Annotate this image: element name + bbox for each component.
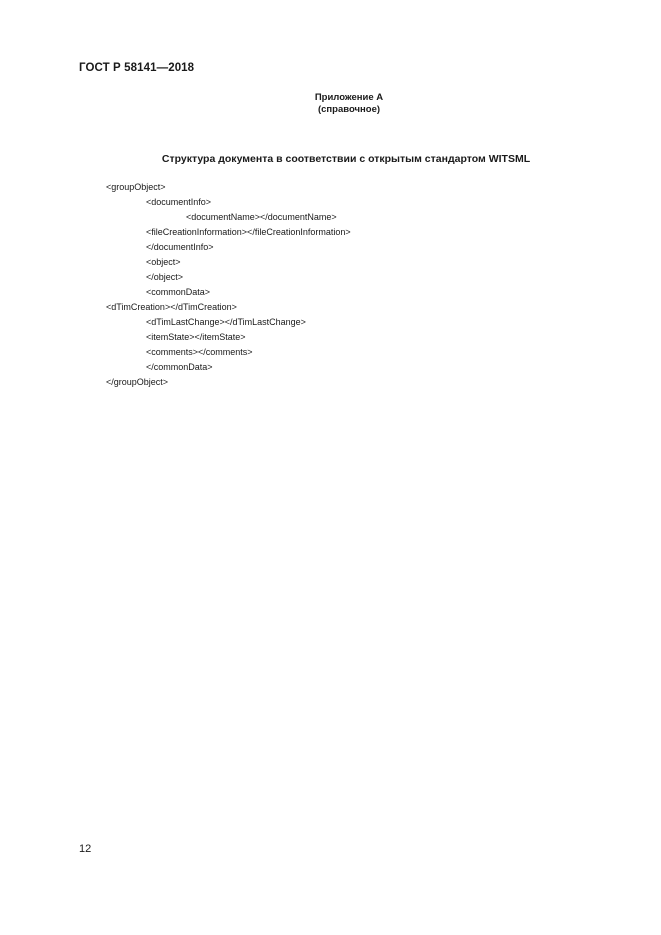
code-line: <groupObject>: [106, 182, 166, 192]
code-line: <documentInfo>: [146, 197, 212, 207]
code-line: </commonData>: [146, 362, 213, 372]
code-line: <documentName></documentName>: [186, 212, 337, 222]
code-line: </documentInfo>: [146, 242, 214, 252]
section-heading: Структура документа в соответствии с открытым стандартом WITSML: [161, 153, 531, 165]
appendix-subtitle: (справочное): [317, 104, 381, 115]
code-line: <object>: [146, 257, 181, 267]
standard-code: ГОСТ Р 58141—2018: [79, 62, 195, 74]
code-line: </groupObject>: [106, 377, 169, 387]
code-line: <itemState></itemState>: [146, 332, 246, 342]
code-line: <dTimCreation></dTimCreation>: [106, 302, 237, 312]
appendix-title: Приложение А: [314, 92, 384, 103]
code-line: </object>: [146, 272, 184, 282]
code-line: <dTimLastChange></dTimLastChange>: [146, 317, 306, 327]
page-number: 12: [79, 843, 92, 855]
code-line: <fileCreationInformation></fileCreationInformation>: [146, 227, 351, 237]
code-line: <comments></comments>: [146, 347, 253, 357]
code-line: <commonData>: [146, 287, 211, 297]
